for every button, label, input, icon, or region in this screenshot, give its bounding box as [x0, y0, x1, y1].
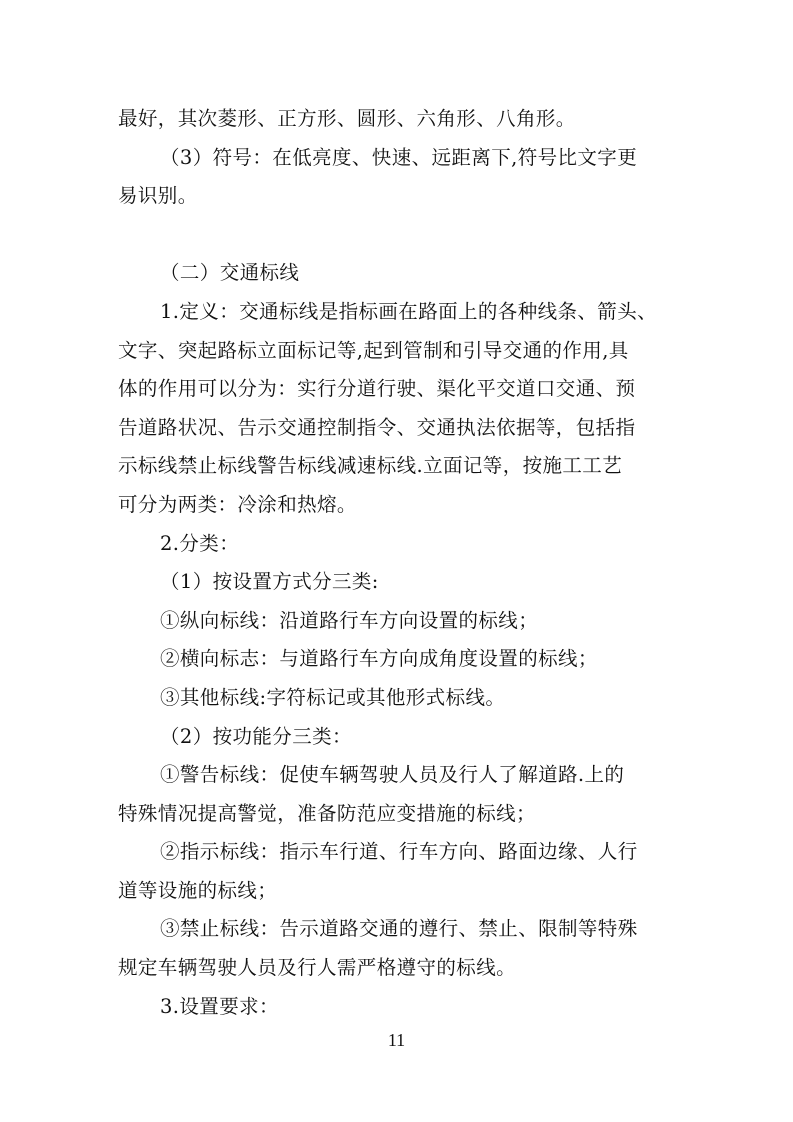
text-line-11: 可分为两类：冷涂和热熔。: [118, 492, 357, 516]
body-text: [118, 100, 683, 1026]
text-line-21: 道等设施的标线；: [118, 878, 278, 902]
text-line-15: ②横向标志：与道路行车方向成角度设置的标线；: [160, 647, 598, 671]
blank-line: [118, 216, 683, 255]
text-line-17: （2）按功能分三类：: [160, 724, 352, 748]
text-line-9: 告道路状况、告示交通控制指令、交通执法依据等，包括指: [118, 415, 636, 439]
text-line-18: ①警告标线：促使车辆驾驶人员及行人了解道路.上的: [160, 763, 625, 787]
text-line-12: 2.分类：: [160, 531, 240, 555]
text-line-22: ③禁止标线：告示道路交通的遵行、禁止、限制等特殊: [160, 917, 638, 941]
text-line-10: 示标线禁止标线警告标线减速标线.立面记等，按施工工艺: [118, 454, 623, 478]
text-line-20: ②指示标线：指示车行道、行车方向、路面边缘、人行: [160, 840, 638, 864]
text-line-6: 1.定义：交通标线是指标画在路面上的各种线条、箭头、: [160, 299, 658, 323]
text-line-7: 文字、突起路标立面标记等,起到管制和引导交通的作用,具: [118, 338, 629, 362]
section-heading: （二）交通标线: [160, 261, 300, 285]
text-line-14: ①纵向标线：沿道路行车方向设置的标线；: [160, 608, 539, 632]
text-line-8: 体的作用可以分为：实行分道行驶、渠化平交道口交通、预: [118, 377, 636, 401]
text-line-2: （3）符号：在低亮度、快速、远距离下,符号比文字更: [160, 145, 638, 169]
text-line-19: 特殊情况提高警觉，准备防范应变措施的标线；: [118, 801, 536, 825]
text-line-16: ③其他标线:字符标记或其他形式标线。: [160, 685, 506, 709]
text-line-24: 3.设置要求：: [160, 994, 279, 1018]
text-line-13: （1）按设置方式分三类:: [160, 570, 379, 594]
text-line-1: 最好，其次菱形、正方形、圆形、六角形、八角形。: [118, 107, 576, 130]
text-line-23: 规定车辆驾驶人员及行人需严格遵守的标线。: [118, 956, 517, 980]
page-number: 11: [387, 1030, 406, 1050]
text-line-3: 易识别。: [118, 184, 198, 208]
